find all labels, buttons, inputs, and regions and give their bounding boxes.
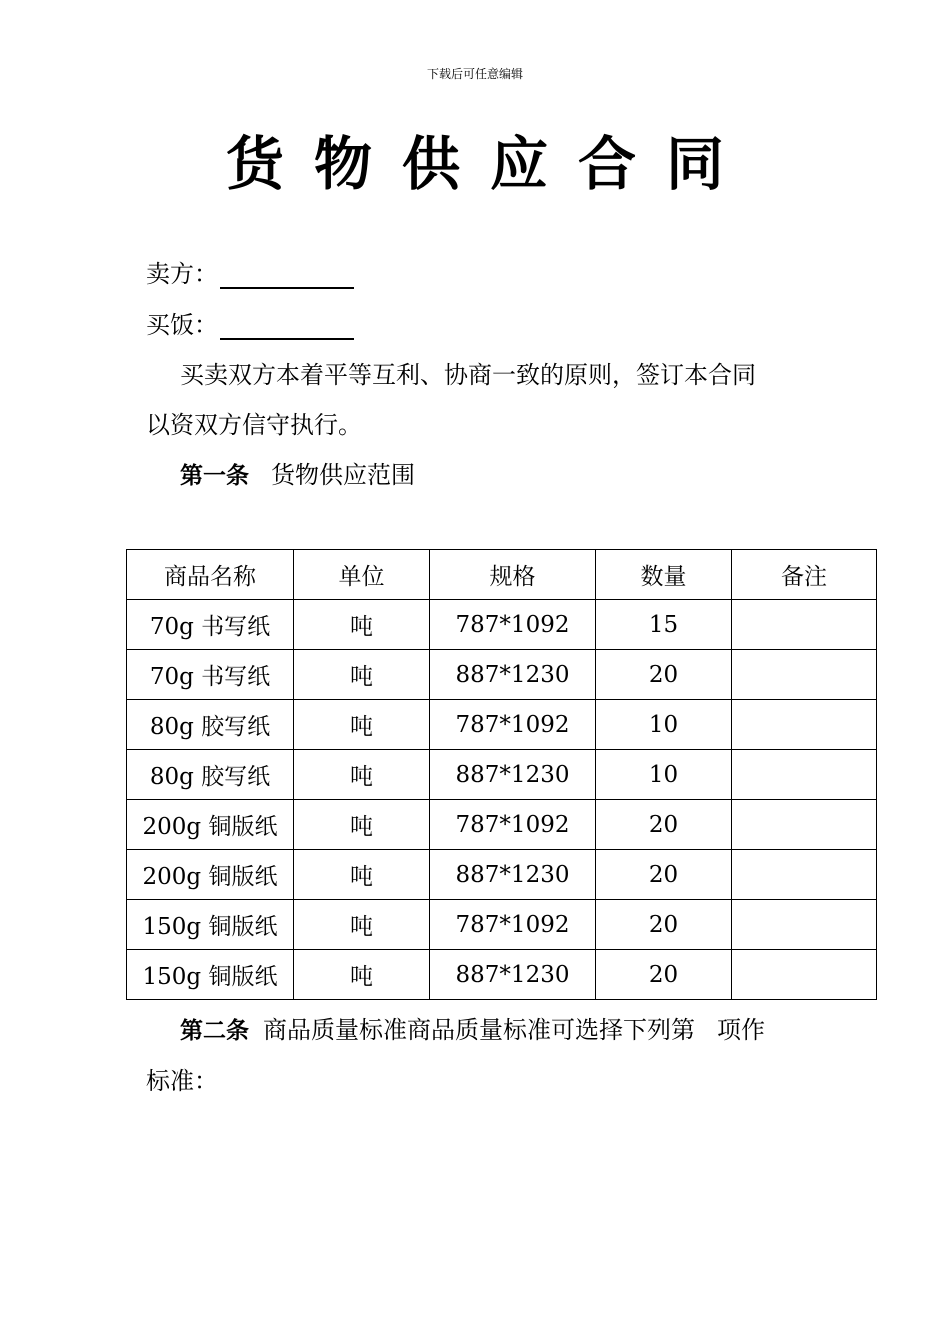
article-2-text-part-2: 项作 — [717, 1016, 765, 1044]
table-row — [127, 700, 877, 750]
seller-blank — [220, 263, 354, 289]
seller-line — [146, 259, 354, 289]
cell-spec: 787*1092 — [430, 900, 596, 950]
cell-unit: 吨 — [294, 950, 430, 1000]
column-header: 规格 — [430, 550, 596, 600]
cell-quantity: 10 — [596, 700, 732, 750]
cell-remarks — [732, 900, 877, 950]
cell-product-name: 80g 胶写纸 — [127, 750, 294, 800]
cell-quantity: 20 — [596, 850, 732, 900]
cell-unit: 吨 — [294, 900, 430, 950]
cell-unit: 吨 — [294, 700, 430, 750]
table-row — [127, 950, 877, 1000]
column-header: 商品名称 — [127, 550, 294, 600]
article-2-number: 第二条 — [180, 1018, 249, 1044]
cell-quantity: 20 — [596, 950, 732, 1000]
document-title: 货物供应合同 — [225, 130, 754, 198]
cell-unit: 吨 — [294, 650, 430, 700]
column-header: 数量 — [596, 550, 732, 600]
cell-remarks — [732, 600, 877, 650]
table-row — [127, 750, 877, 800]
cell-unit: 吨 — [294, 750, 430, 800]
cell-product-name: 70g 书写纸 — [127, 600, 294, 650]
cell-unit: 吨 — [294, 600, 430, 650]
cell-product-name: 70g 书写纸 — [127, 650, 294, 700]
cell-quantity: 10 — [596, 750, 732, 800]
seller-label: 卖方： — [146, 260, 218, 288]
table-row — [127, 650, 877, 700]
cell-spec: 787*1092 — [430, 700, 596, 750]
cell-spec: 787*1092 — [430, 600, 596, 650]
cell-remarks — [732, 700, 877, 750]
goods-table — [126, 549, 877, 1000]
table-row — [127, 850, 877, 900]
article-1-title: 货物供应范围 — [271, 461, 415, 489]
cell-product-name: 200g 铜版纸 — [127, 850, 294, 900]
buyer-line — [146, 310, 354, 340]
cell-quantity: 20 — [596, 650, 732, 700]
cell-product-name: 80g 胶写纸 — [127, 700, 294, 750]
cell-spec: 887*1230 — [430, 950, 596, 1000]
cell-spec: 887*1230 — [430, 650, 596, 700]
cell-spec: 887*1230 — [430, 750, 596, 800]
header-note: 下载后可任意编辑 — [426, 67, 523, 81]
cell-spec: 887*1230 — [430, 850, 596, 900]
cell-quantity: 15 — [596, 600, 732, 650]
cell-quantity: 20 — [596, 800, 732, 850]
article-2-line-2: 标准： — [146, 1067, 218, 1095]
cell-remarks — [732, 750, 877, 800]
article-2-line-1 — [180, 1015, 765, 1046]
article-1-heading — [180, 460, 415, 491]
table-row — [127, 800, 877, 850]
cell-spec: 787*1092 — [430, 800, 596, 850]
cell-unit: 吨 — [294, 800, 430, 850]
cell-product-name: 200g 铜版纸 — [127, 800, 294, 850]
article-2-text-part-1: 商品质量标准商品质量标准可选择下列第 — [263, 1016, 695, 1044]
cell-unit: 吨 — [294, 850, 430, 900]
cell-remarks — [732, 800, 877, 850]
buyer-blank — [220, 314, 354, 340]
cell-quantity: 20 — [596, 900, 732, 950]
table-row — [127, 600, 877, 650]
table-header-row — [127, 550, 877, 600]
cell-product-name: 150g 铜版纸 — [127, 900, 294, 950]
article-1-number: 第一条 — [180, 463, 249, 489]
cell-product-name: 150g 铜版纸 — [127, 950, 294, 1000]
cell-remarks — [732, 950, 877, 1000]
cell-remarks — [732, 850, 877, 900]
table-row — [127, 900, 877, 950]
preamble-line-1: 买卖双方本着平等互利、协商一致的原则，签订本合同 — [180, 361, 756, 389]
buyer-label: 买饭： — [146, 311, 218, 339]
column-header: 备注 — [732, 550, 877, 600]
preamble-line-2: 以资双方信守执行。 — [146, 411, 362, 439]
column-header: 单位 — [294, 550, 430, 600]
cell-remarks — [732, 650, 877, 700]
